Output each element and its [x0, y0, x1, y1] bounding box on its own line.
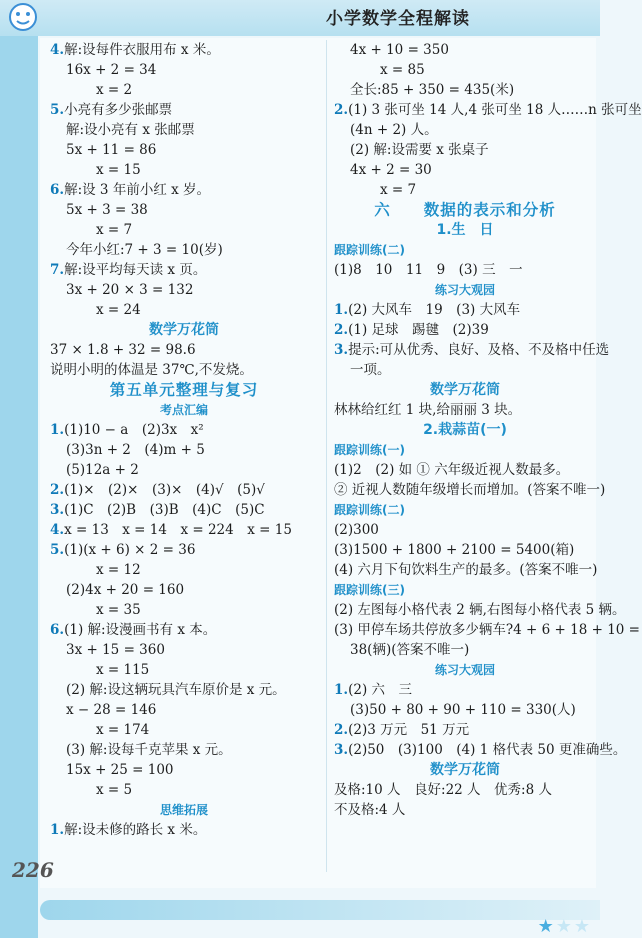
left-column-line: [50, 340, 318, 360]
right-column-line: [334, 280, 596, 300]
line-text: x = 7: [380, 182, 417, 198]
right-column-line: [334, 640, 596, 660]
left-column-line: [50, 580, 318, 600]
right-column-line: [334, 460, 596, 480]
left-column-line: [50, 120, 318, 140]
line-text: 数学万花筒: [149, 322, 219, 338]
line-text: 练习大观园: [434, 663, 495, 677]
left-column-line: [50, 540, 318, 560]
right-column-line: [334, 60, 596, 80]
right-column-line: [334, 500, 596, 520]
line-text: 思维拓展: [159, 803, 208, 817]
right-column-line: [334, 260, 596, 280]
right-column-line: [334, 340, 610, 360]
right-column-line: [334, 400, 596, 420]
right-column: [334, 40, 642, 820]
item-number: 6.: [50, 182, 65, 198]
line-text: x = 174: [96, 722, 150, 738]
item-number: 2.: [334, 322, 349, 338]
line-text: (2) 大风车 19 (3) 大风车: [348, 302, 521, 318]
item-number: 4.: [50, 522, 65, 538]
left-column-line: [50, 140, 318, 160]
line-text: 5x + 3 = 38: [66, 202, 148, 218]
footer: [0, 860, 600, 938]
column-divider: [326, 40, 327, 872]
left-column-line: [50, 440, 318, 460]
line-text: 今年小红:7 + 3 = 10(岁): [66, 242, 223, 258]
left-column-line: [50, 640, 318, 660]
line-text: 六 数据的表示和分析: [374, 201, 556, 219]
line-text: x − 28 = 146: [66, 702, 157, 718]
left-column-line: [50, 420, 318, 440]
right-column-line: [334, 800, 596, 820]
left-column-line: [50, 300, 318, 320]
line-text: 全长:85 + 350 = 435(米): [350, 82, 515, 98]
line-text: 跟踪训练(三): [334, 583, 405, 597]
right-column-line: [334, 360, 596, 380]
right-column-line: [334, 700, 596, 720]
left-column-line: [50, 200, 318, 220]
line-text: (2) 六 三: [348, 682, 413, 698]
line-text: x = 35: [96, 602, 141, 618]
left-column-line: [50, 800, 318, 820]
left-column-line: [50, 400, 318, 420]
line-text: (3)50 + 80 + 90 + 110 = 330(人): [350, 702, 576, 718]
line-text: (4n + 2) 人。: [350, 122, 438, 138]
line-text: x = 7: [96, 222, 133, 238]
item-number: 2.: [50, 482, 65, 498]
right-column-line: [334, 520, 596, 540]
line-text: 跟踪训练(二): [334, 503, 405, 517]
line-text: x = 115: [96, 662, 150, 678]
line-text: 数学万花筒: [430, 762, 500, 778]
line-text: (1)10 − a (2)3x x²: [64, 422, 204, 438]
item-number: 3.: [334, 342, 349, 358]
left-column-line: [50, 600, 318, 620]
line-text: 15x + 25 = 100: [66, 762, 174, 778]
right-column-line: [334, 80, 596, 100]
line-text: 不及格:4 人: [334, 802, 406, 818]
line-text: 第五单元整理与复习: [109, 381, 259, 399]
line-text: (1)2 (2) 如 ① 六年级近视人数最多。: [334, 462, 570, 478]
left-column-line: [50, 40, 318, 60]
right-column-line: [334, 480, 606, 500]
left-column-line: [50, 520, 318, 540]
line-text: ② 近视人数随年级增长而增加。(答案不唯一): [334, 482, 606, 498]
line-text: 小亮有多少张邮票: [64, 102, 173, 118]
line-text: (3)1500 + 1800 + 2100 = 5400(箱): [334, 542, 575, 558]
line-text: (2)4x + 20 = 160: [66, 582, 185, 598]
line-text: (2)50 (3)100 (4) 1 格代表 50 更准确些。: [348, 742, 627, 758]
left-column-line: [50, 460, 318, 480]
left-column-line: [50, 780, 318, 800]
line-text: (1) 足球 踢毽 (2)39: [348, 322, 489, 338]
line-text: 说明小明的体温是 37℃,不发烧。: [50, 362, 253, 378]
item-number: 7.: [50, 262, 65, 278]
right-column-line: [334, 600, 626, 620]
line-text: 4x + 10 = 350: [350, 42, 449, 58]
right-column-line: [334, 180, 596, 200]
left-column-line: [50, 100, 318, 120]
item-number: 2.: [334, 722, 349, 738]
right-column-line: [334, 740, 627, 760]
item-number: 5.: [50, 542, 65, 558]
right-column-line: [334, 220, 596, 240]
line-text: 提示:可从优秀、良好、及格、不及格中任选: [348, 342, 610, 358]
page-number: 226: [12, 858, 54, 882]
right-column-line: [334, 40, 596, 60]
item-number: 5.: [50, 102, 65, 118]
right-column-line: [334, 440, 596, 460]
item-number: 2.: [334, 102, 349, 118]
left-column-line: [50, 500, 318, 520]
right-column-line: [334, 680, 596, 700]
line-text: 考点汇编: [159, 403, 208, 417]
item-number: 1.: [334, 302, 349, 318]
right-column-line: [334, 620, 640, 640]
right-column-line: [334, 560, 596, 580]
line-text: 解:设 3 年前小红 x 岁。: [64, 182, 211, 198]
left-column-line: [50, 160, 318, 180]
left-column-line: [50, 280, 318, 300]
line-text: 37 × 1.8 + 32 = 98.6: [50, 342, 196, 358]
line-text: x = 13 x = 14 x = 224 x = 15: [64, 522, 292, 538]
right-column-line: [334, 120, 596, 140]
right-column-line: [334, 720, 596, 740]
item-number: 6.: [50, 622, 65, 638]
line-text: x = 2: [96, 82, 133, 98]
line-text: (3)3n + 2 (4)m + 5: [66, 442, 205, 458]
item-number: 1.: [50, 422, 65, 438]
right-column-line: [334, 100, 642, 120]
left-column-line: [50, 180, 318, 200]
right-column-line: [334, 200, 596, 220]
line-text: 数学万花筒: [430, 382, 500, 398]
left-column: [50, 40, 318, 840]
left-column-line: [50, 320, 318, 340]
line-text: 林林给红红 1 块,给丽丽 3 块。: [334, 402, 522, 418]
right-column-line: [334, 380, 596, 400]
line-text: 16x + 2 = 34: [66, 62, 157, 78]
left-column-line: [50, 680, 318, 700]
left-column-line: [50, 720, 318, 740]
line-text: (1) 解:设漫画书有 x 本。: [64, 622, 217, 638]
item-number: 1.: [334, 682, 349, 698]
line-text: 3x + 20 × 3 = 132: [66, 282, 194, 298]
left-column-line: [50, 380, 318, 400]
left-column-line: [50, 700, 318, 720]
line-text: (4) 六月下旬饮料生产的最多。(答案不唯一): [334, 562, 598, 578]
line-text: x = 5: [96, 782, 133, 798]
item-number: 3.: [334, 742, 349, 758]
line-text: (2)300: [334, 522, 379, 538]
line-text: (1)(x + 6) × 2 = 36: [64, 542, 196, 558]
right-column-line: [334, 140, 596, 160]
footer-swoosh: [40, 900, 600, 920]
line-text: 解:设每件衣服用布 x 米。: [64, 42, 220, 58]
left-column-line: [50, 760, 318, 780]
item-number: 4.: [50, 42, 65, 58]
left-column-line: [50, 660, 318, 680]
line-text: (1)× (2)× (3)× (4)√ (5)√: [64, 482, 265, 498]
left-column-line: [50, 620, 318, 640]
line-text: 练习大观园: [434, 283, 495, 297]
right-column-line: [334, 240, 596, 260]
left-decor-band: [0, 0, 38, 938]
right-column-line: [334, 580, 596, 600]
line-text: 及格:10 人 良好:22 人 优秀:8 人: [334, 782, 552, 798]
right-column-line: [334, 540, 596, 560]
line-text: (2)3 万元 51 万元: [348, 722, 470, 738]
line-text: x = 24: [96, 302, 141, 318]
left-column-line: [50, 360, 318, 380]
line-text: (1)C (2)B (3)B (4)C (5)C: [64, 502, 265, 518]
line-text: (2) 解:设这辆玩具汽车原价是 x 元。: [66, 682, 286, 698]
left-column-line: [50, 820, 318, 840]
line-text: (5)12a + 2: [66, 462, 139, 478]
item-number: 1.: [50, 822, 65, 838]
right-column-line: [334, 760, 596, 780]
left-column-line: [50, 480, 318, 500]
line-text: (2) 左图每小格代表 2 辆,右图每小格代表 5 辆。: [334, 602, 626, 618]
right-column-line: [334, 660, 596, 680]
right-column-line: [334, 420, 596, 440]
line-text: (3) 解:设每千克苹果 x 元。: [66, 742, 232, 758]
left-column-line: [50, 220, 318, 240]
line-text: 1.生 日: [436, 222, 494, 238]
left-column-line: [50, 260, 318, 280]
line-text: 一项。: [350, 362, 391, 378]
right-column-line: [334, 160, 596, 180]
line-text: 5x + 11 = 86: [66, 142, 157, 158]
line-text: (1) 3 张可坐 14 人,4 张可坐 18 人……n 张可坐: [348, 102, 642, 118]
star-icon: ★★★: [537, 916, 592, 937]
left-column-line: [50, 240, 318, 260]
line-text: (2) 解:设需要 x 张桌子: [350, 142, 489, 158]
left-column-line: [50, 60, 318, 80]
line-text: 4x + 2 = 30: [350, 162, 432, 178]
line-text: 3x + 15 = 360: [66, 642, 165, 658]
line-text: 38(辆)(答案不唯一): [350, 642, 470, 658]
line-text: (1)8 10 11 9 (3) 三 一: [334, 262, 523, 278]
line-text: x = 12: [96, 562, 141, 578]
logo-icon: [6, 2, 40, 32]
left-column-line: [50, 740, 318, 760]
right-column-line: [334, 320, 596, 340]
page-header-title: 小学数学全程解读: [326, 9, 470, 29]
line-text: 2.栽蒜苗(一): [423, 422, 507, 438]
item-number: 3.: [50, 502, 65, 518]
line-text: 解:设未修的路长 x 米。: [64, 822, 207, 838]
line-text: x = 15: [96, 162, 141, 178]
header-band: [0, 0, 600, 36]
line-text: 解:设小亮有 x 张邮票: [66, 122, 195, 138]
line-text: 跟踪训练(二): [334, 243, 405, 257]
right-column-line: [334, 300, 596, 320]
line-text: 跟踪训练(一): [334, 443, 405, 457]
right-column-line: [334, 780, 596, 800]
line-text: x = 85: [380, 62, 425, 78]
left-column-line: [50, 80, 318, 100]
line-text: (3) 甲停车场共停放多少辆车?4 + 6 + 18 + 10 =: [334, 622, 640, 638]
left-column-line: [50, 560, 318, 580]
line-text: 解:设平均每天读 x 页。: [64, 262, 207, 278]
